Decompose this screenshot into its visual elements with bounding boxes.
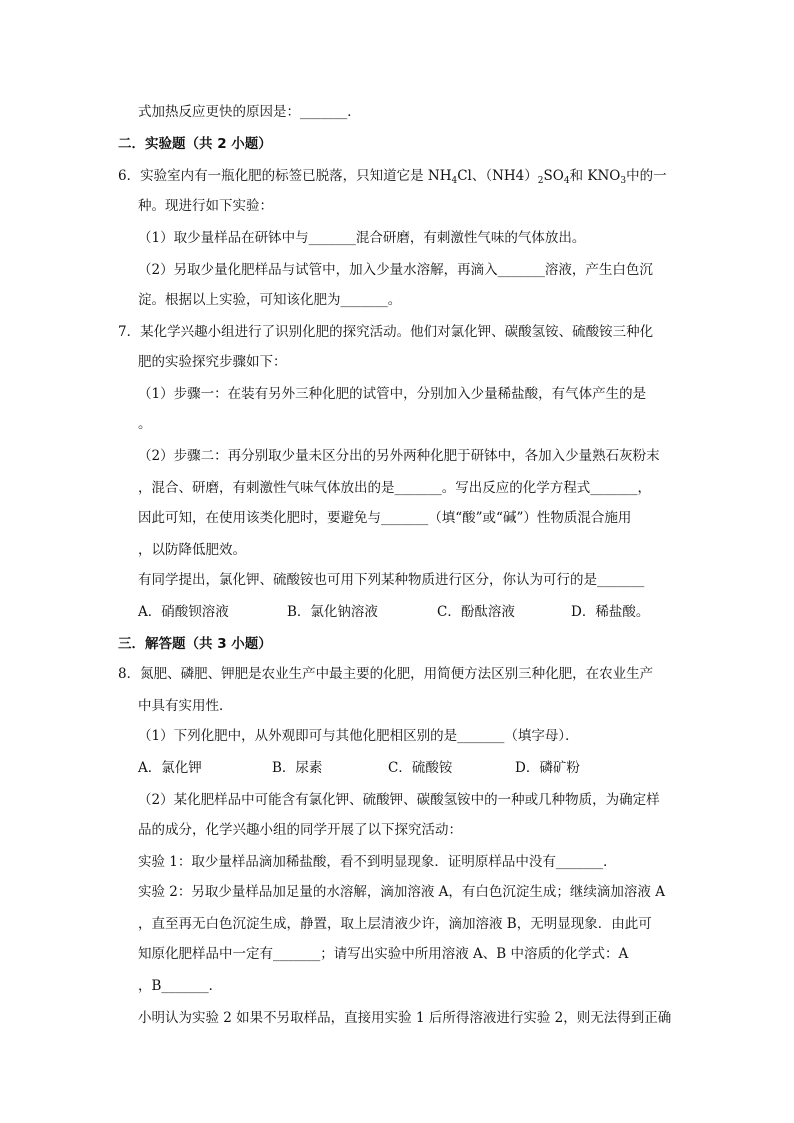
text-line: （1）步骤一：在装有另外三种化肥的试管中，分别加入少量稀盐酸，有气体产生的是 xyxy=(138,386,647,402)
option-b: B．氯化钠溶液 xyxy=(287,604,378,620)
text-line: 淀。根据以上实验，可知该化肥为_______。 xyxy=(138,292,402,308)
text-line: 知原化肥样品中一定有_______；请写出实验中所用溶液 A、B 中溶质的化学式：A xyxy=(138,946,629,962)
text-line: 。 xyxy=(138,416,152,432)
text-line: 有同学提出，氯化钾、硫酸铵也可用下列某种物质进行区分，你认为可行的是_______ xyxy=(138,572,645,588)
subscript: 3 xyxy=(620,176,627,186)
section-heading-experiment: 二．实验题（共 2 小题） xyxy=(118,136,272,152)
text-line: （1）取少量样品在研钵中与_______混合研磨，有刺激性气味的气体放出。 xyxy=(138,230,586,246)
text-line: （2）步骤二：再分别取少量未区分出的另外两种化肥于研钵中，各加入少量熟石灰粉末 xyxy=(138,448,660,464)
text-line: ，B_______． xyxy=(138,978,223,994)
option-d: D．磷矿粉 xyxy=(515,760,580,776)
text-fragment: 中的一 xyxy=(626,168,667,184)
option-b: B．尿素 xyxy=(272,760,323,776)
subscript: 2 xyxy=(537,176,544,186)
text-line: （2）另取少量化肥样品与试管中，加入少量水溶解，再滴入_______溶液，产生白色沉 xyxy=(138,262,653,278)
text-line: 实验 2：另取少量样品加足量的水溶解，滴加溶液 A，有白色沉淀生成；继续滴加溶液 A xyxy=(138,884,665,900)
text-fragment: 6．实验室内有一瓶化肥的标签已脱落，只知道它是 NH xyxy=(118,168,452,184)
text-line: ，直至再无白色沉淀生成，静置，取上层清液少许，滴加溶液 B，无明显现象．由此可 xyxy=(138,916,652,932)
text-fragment: SO xyxy=(543,168,564,184)
text-line: 式加热反应更快的原因是：_______． xyxy=(138,104,361,120)
question-6-line-1 xyxy=(118,166,667,186)
text-line: （2）某化肥样品中可能含有氯化钾、硫酸钾、碳酸氢铵中的一种或几种物质，为确定样 xyxy=(138,792,660,808)
subscript: 4 xyxy=(451,176,458,186)
text-line: 肥的实验探究步骤如下： xyxy=(138,354,287,370)
section-heading-answer: 三．解答题（共 3 小题） xyxy=(118,636,272,652)
text-line: （1）下列化肥中，从外观即可与其他化肥相区别的是_______（填字母）． xyxy=(138,728,579,744)
text-line: 中具有实用性． xyxy=(138,698,233,714)
option-a: A．硝酸钡溶液 xyxy=(138,604,229,620)
option-d: D．稀盐酸。 xyxy=(571,604,650,620)
text-line: 实验 1：取少量样品滴加稀盐酸，看不到明显现象．证明原样品中没有_______． xyxy=(138,854,617,870)
option-c: C．酚酞溶液 xyxy=(437,604,515,620)
subscript: 4 xyxy=(563,176,570,186)
text-fragment: 和 KNO xyxy=(569,168,621,184)
text-fragment: Cl、（NH4） xyxy=(457,168,538,184)
text-line: ，混合、研磨，有刺激性气味气体放出的是_______。写出反应的化学方程式_______， xyxy=(138,480,651,496)
text-line: 种。现进行如下实验： xyxy=(138,198,273,214)
text-line: ，以防降低肥效。 xyxy=(138,542,246,558)
question-7-line-1: 7．某化学兴趣小组进行了识别化肥的探究活动。他们对氯化钾、碳酸氢铵、硫酸铵三种化 xyxy=(118,324,654,340)
option-c: C．硫酸铵 xyxy=(388,760,453,776)
text-line: 小明认为实验 2 如果不另取样品，直接用实验 1 后所得溶液进行实验 2，则无法得到正确 xyxy=(138,1010,672,1026)
text-line: 品的成分，化学兴趣小组的同学开展了以下探究活动： xyxy=(138,822,462,838)
question-8-line-1: 8．氮肥、磷肥、钾肥是农业生产中最主要的化肥，用简便方法区别三种化肥，在农业生产 xyxy=(118,666,654,682)
option-a: A．氯化钾 xyxy=(138,760,202,776)
text-line: 因此可知，在使用该类化肥时，要避免与_______（填“酸”或“碱”）性物质混合施用 xyxy=(138,510,632,526)
